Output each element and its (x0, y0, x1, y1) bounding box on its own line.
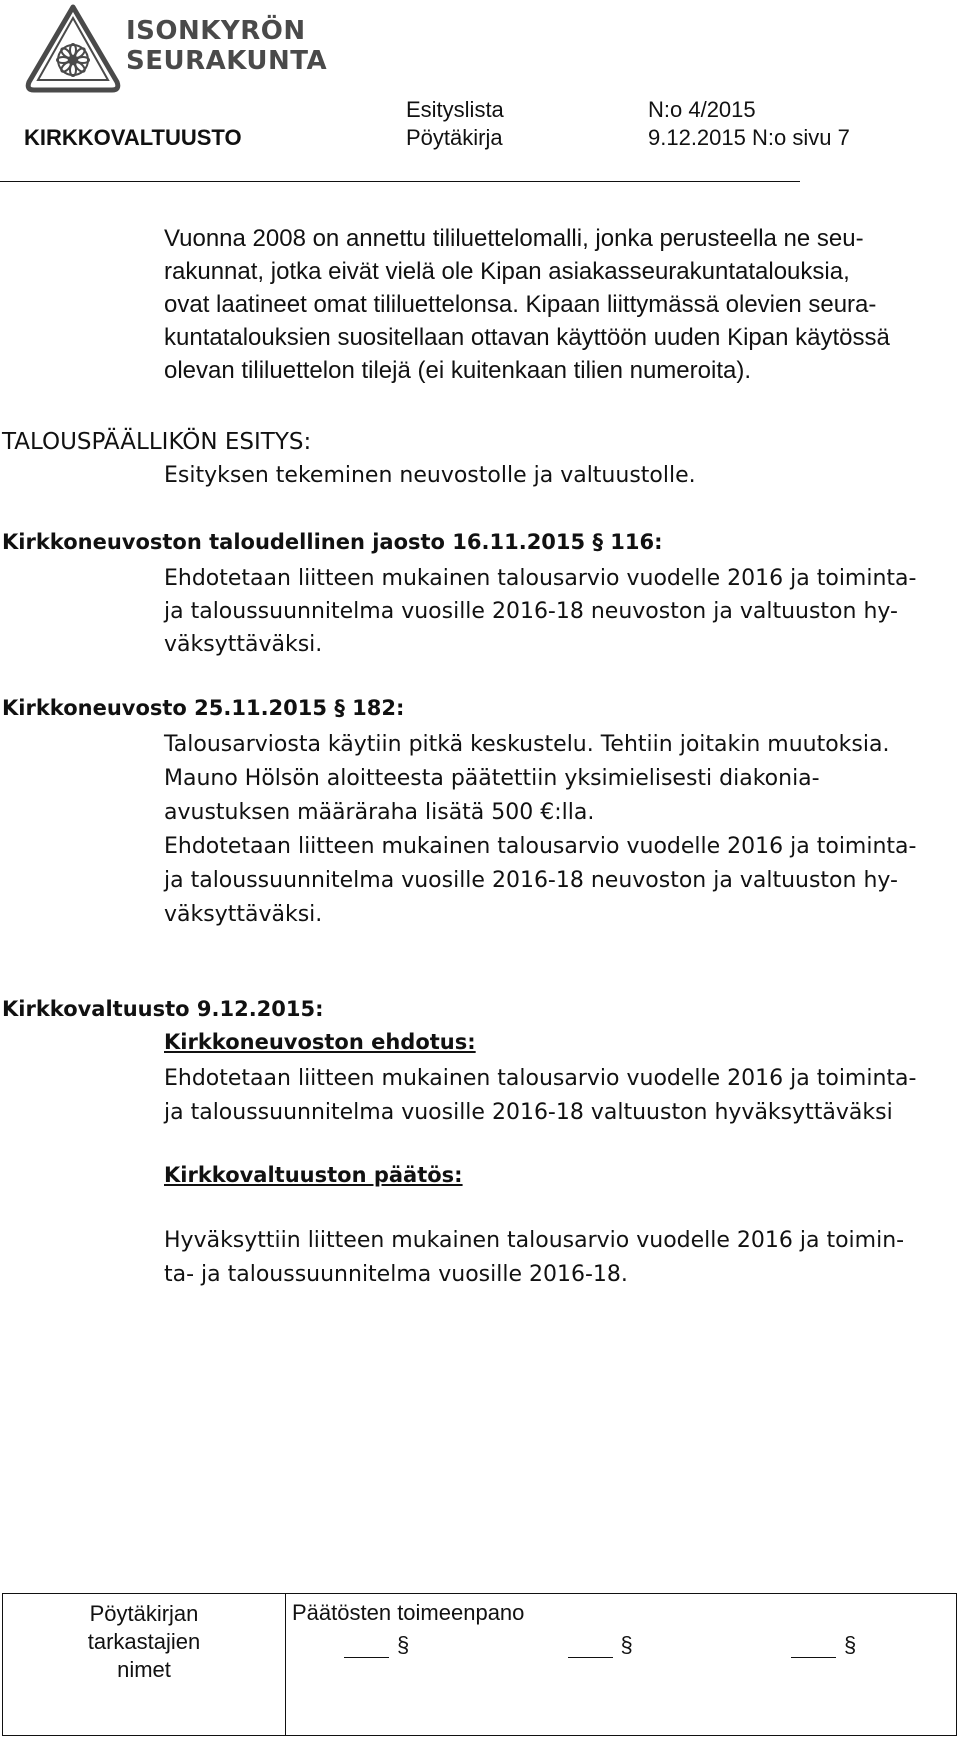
footer-signature-table (2, 1593, 957, 1736)
council-text (164, 728, 916, 932)
section-mark: § (844, 1632, 857, 1657)
finance-line: väksyttäväksi. (164, 632, 323, 657)
finance-line: ja taloussuunnitelma vuosille 2016-18 neuvoston ja valtuuston hy- (164, 599, 898, 624)
council-heading: Kirkkoneuvosto 25.11.2015 § 182: (2, 696, 405, 720)
assembly-proposal-text (164, 1062, 916, 1130)
header-rule (0, 181, 800, 182)
finance-line: Ehdotetaan liitteen mukainen talousarvio vuodelle 2016 ja toiminta- (164, 566, 917, 591)
council-line: Talousarviosta käytiin pitkä keskustelu. Tehtiin joitakin muutoksia. (164, 732, 890, 757)
council-line: Ehdotetaan liitteen mukainen talousarvio vuodelle 2016 ja toiminta- (164, 834, 917, 859)
section-mark: § (397, 1632, 410, 1657)
intro-paragraph (164, 222, 890, 387)
intro-line: ovat laatineet omat tililuettelonsa. Kipaan liittymässä olevien seura- (164, 291, 877, 318)
finance-heading: Kirkkoneuvoston taloudellinen jaosto 16.11.2015 § 116: (2, 530, 663, 554)
proposal-text: Esityksen tekeminen neuvostolle ja valtuustolle. (164, 463, 696, 488)
decision-subheading: Kirkkovaltuuston päätös: (164, 1163, 463, 1187)
council-line: Mauno Hölsön aloitteesta päätettiin yksimielisesti diakonia- (164, 766, 820, 791)
section-field-1[interactable] (344, 1639, 389, 1658)
proposal-subheading: Kirkkoneuvoston ehdotus: (164, 1030, 476, 1054)
section-field-3[interactable] (791, 1639, 836, 1658)
implementation-label: Päätösten toimeenpano (292, 1600, 525, 1625)
assembly-heading: Kirkkovaltuusto 9.12.2015: (2, 997, 324, 1021)
council-line: ja taloussuunnitelma vuosille 2016-18 neuvoston ja valtuuston hy- (164, 868, 898, 893)
proposal-heading: TALOUSPÄÄLLIKÖN ESITYS: (2, 429, 312, 455)
reviewers-label-line: nimet (117, 1657, 171, 1682)
intro-line: rakunnat, jotka eivät vielä ole Kipan asiakasseurakuntatalouksia, (164, 258, 850, 285)
doc-type-minutes: Pöytäkirja (406, 125, 503, 150)
council-line: avustuksen määräraha lisätä 500 €:lla. (164, 800, 595, 825)
governing-body: KIRKKOVALTUUSTO (24, 125, 242, 150)
doc-number: N:o 4/2015 (648, 97, 756, 122)
section-mark: § (620, 1632, 633, 1657)
decision-line: ta- ja taloussuunnitelma vuosille 2016-18. (164, 1262, 628, 1287)
decision-line: Hyväksyttiin liitteen mukainen talousarvio vuodelle 2016 ja toimin- (164, 1228, 905, 1253)
reviewers-cell (3, 1594, 286, 1736)
reviewers-label-line: Pöytäkirjan (89, 1601, 199, 1626)
decision-text (164, 1224, 904, 1292)
reviewers-label-line: tarkastajien (87, 1629, 201, 1654)
intro-line: olevan tililuettelon tilejä (ei kuitenkaan tilien numeroita). (164, 357, 751, 384)
doc-type-agenda: Esityslista (406, 97, 504, 122)
date-page: 9.12.2015 N:o sivu 7 (648, 125, 850, 150)
intro-line: kuntatalouksien suositellaan ottavan käyttöön uuden Kipan käytössä (164, 324, 890, 351)
assembly-proposal-line: ja taloussuunnitelma vuosille 2016-18 valtuuston hyväksyttäväksi (164, 1100, 893, 1125)
finance-text (164, 562, 916, 661)
council-line: väksyttäväksi. (164, 902, 323, 927)
section-field-2[interactable] (568, 1639, 613, 1658)
assembly-proposal-line: Ehdotetaan liitteen mukainen talousarvio vuodelle 2016 ja toiminta- (164, 1066, 917, 1091)
org-name-line2: SEURAKUNTA (126, 46, 328, 76)
implementation-cell (286, 1594, 957, 1736)
org-name-line1: ISONKYRÖN (126, 16, 306, 46)
parish-logo-icon (24, 4, 122, 94)
section-fields (292, 1632, 950, 1658)
intro-line: Vuonna 2008 on annettu tililuettelomalli, jonka perusteella ne seu- (164, 225, 864, 252)
